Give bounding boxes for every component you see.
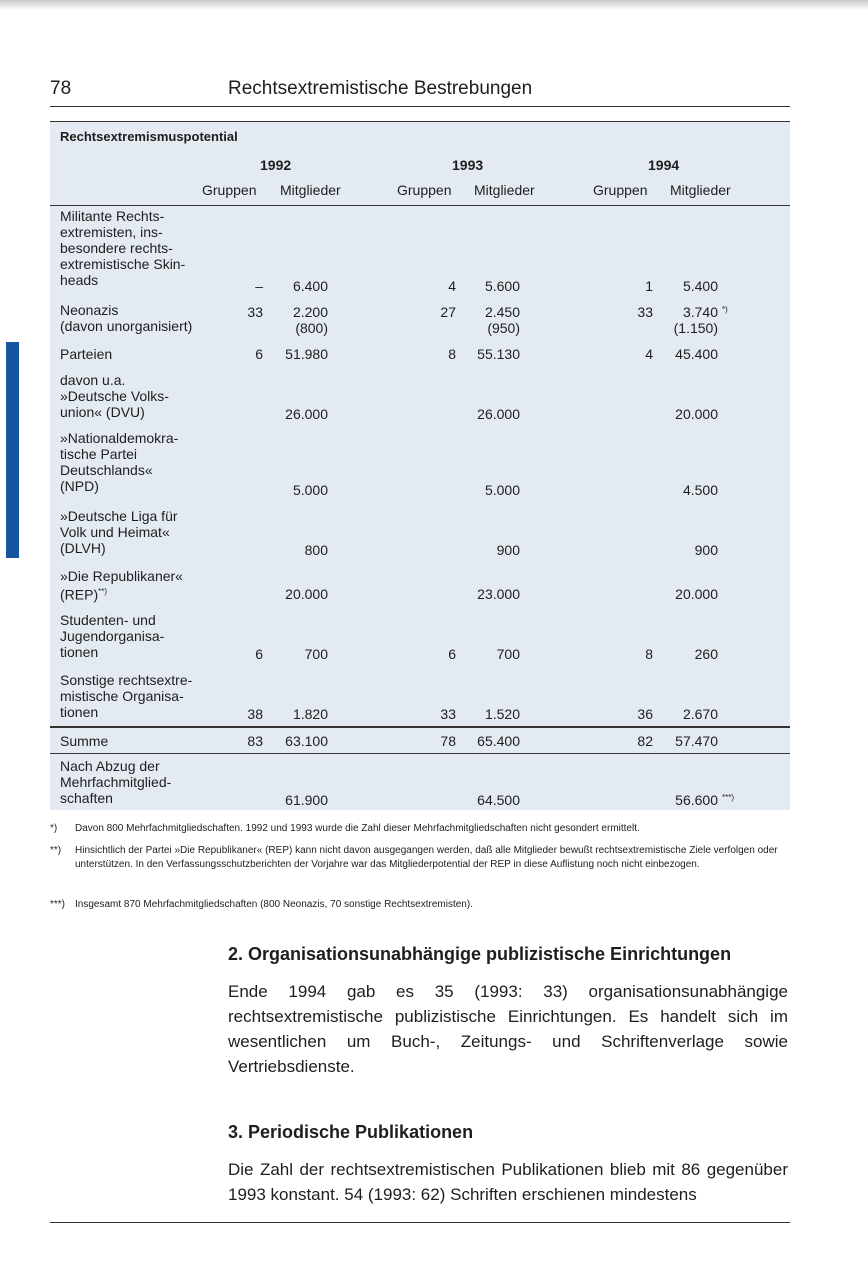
header-bottom-rule — [50, 205, 790, 206]
table-row — [50, 508, 790, 558]
page-header — [50, 78, 790, 104]
net-1993-members: 64.500 — [477, 792, 520, 808]
cell-1994-members: 45.400 — [675, 346, 718, 362]
subheader-groups-1993: Gruppen — [397, 182, 452, 198]
cell-1994-members: 900 — [694, 542, 718, 558]
row-label: Studenten- und Jugendorganisa- tionen — [60, 612, 165, 660]
cell-1992-members: 1.820 — [292, 706, 328, 722]
cell-1992-groups: 33 — [247, 304, 263, 320]
table-row — [50, 612, 790, 662]
cell-1992-groups: 6 — [255, 646, 263, 662]
cell-1992-members: 6.400 — [292, 278, 328, 294]
footnote-ref: ***) — [722, 793, 735, 802]
subheader-groups-1994: Gruppen — [593, 182, 648, 198]
table-row — [50, 346, 790, 362]
sum-1992-members: 63.100 — [285, 733, 328, 749]
cell-1993-members: 5.000 — [484, 482, 520, 498]
net-1994-members: 56.600 — [675, 792, 718, 808]
cell-1993-members: 700 — [496, 646, 520, 662]
footnote-text: Hinsichtlich der Partei »Die Republikaner« (REP) kann nicht davon ausgegangen werden, daß alle Mitglieder bewußt rechtsextremistische Ziele verfolgen oder unterstützen. In den Verfassungsschutzberichten der Vorjahre war das Mitgliederpotential der REP in diese Auflistung noch nicht einbezogen. — [75, 845, 778, 870]
table-row — [50, 372, 790, 422]
cell-1994-groups: 36 — [637, 706, 653, 722]
cell-1993-members: 1.520 — [484, 706, 520, 722]
sum-row — [50, 733, 790, 749]
cell-1993-groups: 8 — [448, 346, 456, 362]
cell-1992-members: 5.000 — [292, 482, 328, 498]
cell-1992-groups: 6 — [255, 346, 263, 362]
footnote-mark: *) — [50, 823, 58, 834]
cell-1994-groups: 33 — [637, 304, 653, 320]
cell-1993-groups: 6 — [448, 646, 456, 662]
net-1992-members: 61.900 — [285, 792, 328, 808]
section-body: Ende 1994 gab es 35 (1993: 33) organisationsunabhängige rechtsextremistische publizistische Einrichtungen. Es handelt sich im wesentlichen um Buch-, Zeitungs- und Schriftenverlage sowie Vertriebsdienste. — [228, 982, 788, 1076]
cell-1993-members: 900 — [496, 542, 520, 558]
net-row — [50, 758, 790, 808]
table-row — [50, 672, 790, 722]
cell-1992-groups: – — [255, 278, 263, 294]
cell-1993-members: 55.130 — [477, 346, 520, 362]
cell-1992-members: 800 — [304, 542, 328, 558]
row-label: »Nationaldemokra- tische Partei Deutschlands« (NPD) — [60, 430, 179, 494]
footnote-text: Insgesamt 870 Mehrfachmitgliedschaften (800 Neonazis, 70 sonstige Rechtsextremisten). — [75, 899, 473, 910]
cell-1992-members: 51.980 — [285, 346, 328, 362]
table-row — [50, 208, 790, 294]
row-label: Sonstige rechtsextre- mistische Organisa- tionen — [60, 672, 193, 720]
row-label: Militante Rechts- extremisten, ins- besondere rechts- extremistische Skin- heads — [60, 208, 186, 288]
sum-bottom-rule — [50, 753, 790, 754]
sum-top-rule — [50, 726, 790, 728]
header-rule — [50, 106, 790, 107]
cell-1992-members: 2.200 (800) — [292, 304, 328, 336]
cell-1994-groups: 8 — [645, 646, 653, 662]
cell-1994-members: 3.740 (1.150) — [673, 304, 718, 336]
bottom-rule — [50, 1222, 790, 1223]
sum-1994-members: 57.470 — [675, 733, 718, 749]
cell-1994-members: 20.000 — [675, 406, 718, 422]
running-title: Rechtsextremistische Bestrebungen — [228, 78, 533, 99]
subheader-members-1993: Mitglieder — [474, 182, 535, 198]
cell-1994-members: 260 — [694, 646, 718, 662]
cell-1992-members: 700 — [304, 646, 328, 662]
sum-1993-members: 65.400 — [477, 733, 520, 749]
cell-1993-groups: 33 — [440, 706, 456, 722]
cell-1994-members: 4.500 — [682, 482, 718, 498]
section-body: Die Zahl der rechtsextremistischen Publikationen blieb mit 86 gegenüber 1993 konstant. 54 (1993: 62) Schriften erschienen mindestens — [228, 1160, 788, 1204]
cell-1993-groups: 4 — [448, 278, 456, 294]
cell-1992-groups: 38 — [247, 706, 263, 722]
sum-1994-groups: 82 — [637, 733, 653, 749]
chapter-tab-marker — [6, 342, 19, 558]
table-row — [50, 302, 790, 336]
section-publizistische-einrichtungen — [228, 944, 788, 1079]
table-row — [50, 430, 790, 498]
row-label: »Deutsche Liga für Volk und Heimat« (DLVH) — [60, 508, 178, 556]
sum-1992-groups: 83 — [247, 733, 263, 749]
section-heading: 3. Periodische Publikationen — [228, 1122, 474, 1142]
year-header-1992: 1992 — [260, 157, 292, 173]
year-header-1994: 1994 — [648, 157, 680, 173]
sum-label: Summe — [60, 733, 109, 749]
year-header-1993: 1993 — [452, 157, 484, 173]
section-periodische-publikationen — [228, 1122, 788, 1207]
footnote-ref: **) — [98, 587, 108, 596]
net-label: Nach Abzug der Mehrfachmitglied- schaften — [60, 758, 172, 806]
cell-1994-groups: 4 — [645, 346, 653, 362]
row-label: davon u.a. »Deutsche Volks- union« (DVU) — [60, 372, 169, 420]
cell-1993-members: 5.600 — [484, 278, 520, 294]
cell-1994-members: 20.000 — [675, 586, 718, 602]
page-edge-shadow — [0, 0, 868, 10]
cell-1992-members: 20.000 — [285, 586, 328, 602]
table-row — [50, 568, 790, 602]
section-heading: 2. Organisationsunabhängige publizistische Einrichtungen — [228, 944, 732, 964]
page-number: 78 — [50, 78, 72, 99]
sum-1993-groups: 78 — [440, 733, 456, 749]
cell-1994-members: 5.400 — [682, 278, 718, 294]
cell-1993-groups: 27 — [440, 304, 456, 320]
cell-1994-members: 2.670 — [682, 706, 718, 722]
footnote-text: Davon 800 Mehrfachmitgliedschaften. 1992 und 1993 wurde die Zahl dieser Mehrfachmitgliedschaften nicht gesondert ermittelt. — [75, 823, 640, 834]
cell-1992-members: 26.000 — [285, 406, 328, 422]
row-label: Parteien — [60, 346, 113, 362]
row-label — [60, 568, 183, 603]
row-label: Neonazis (davon unorganisiert) — [60, 302, 193, 334]
cell-1994-groups: 1 — [645, 278, 653, 294]
cell-1993-members: 26.000 — [477, 406, 520, 422]
subheader-members-1992: Mitglieder — [280, 182, 341, 198]
footnote-mark: ***) — [50, 899, 66, 910]
cell-1993-members: 23.000 — [477, 586, 520, 602]
footnote-mark: **) — [50, 845, 62, 856]
footnote-ref: *) — [722, 305, 728, 314]
row-label-text: »Die Republikaner« (REP) — [60, 568, 183, 603]
cell-1993-members: 2.450 (950) — [484, 304, 520, 336]
subheader-groups-1992: Gruppen — [202, 182, 257, 198]
potential-table — [50, 122, 790, 810]
table-title: Rechtsextremismuspotential — [60, 129, 238, 144]
subheader-members-1994: Mitglieder — [670, 182, 731, 198]
